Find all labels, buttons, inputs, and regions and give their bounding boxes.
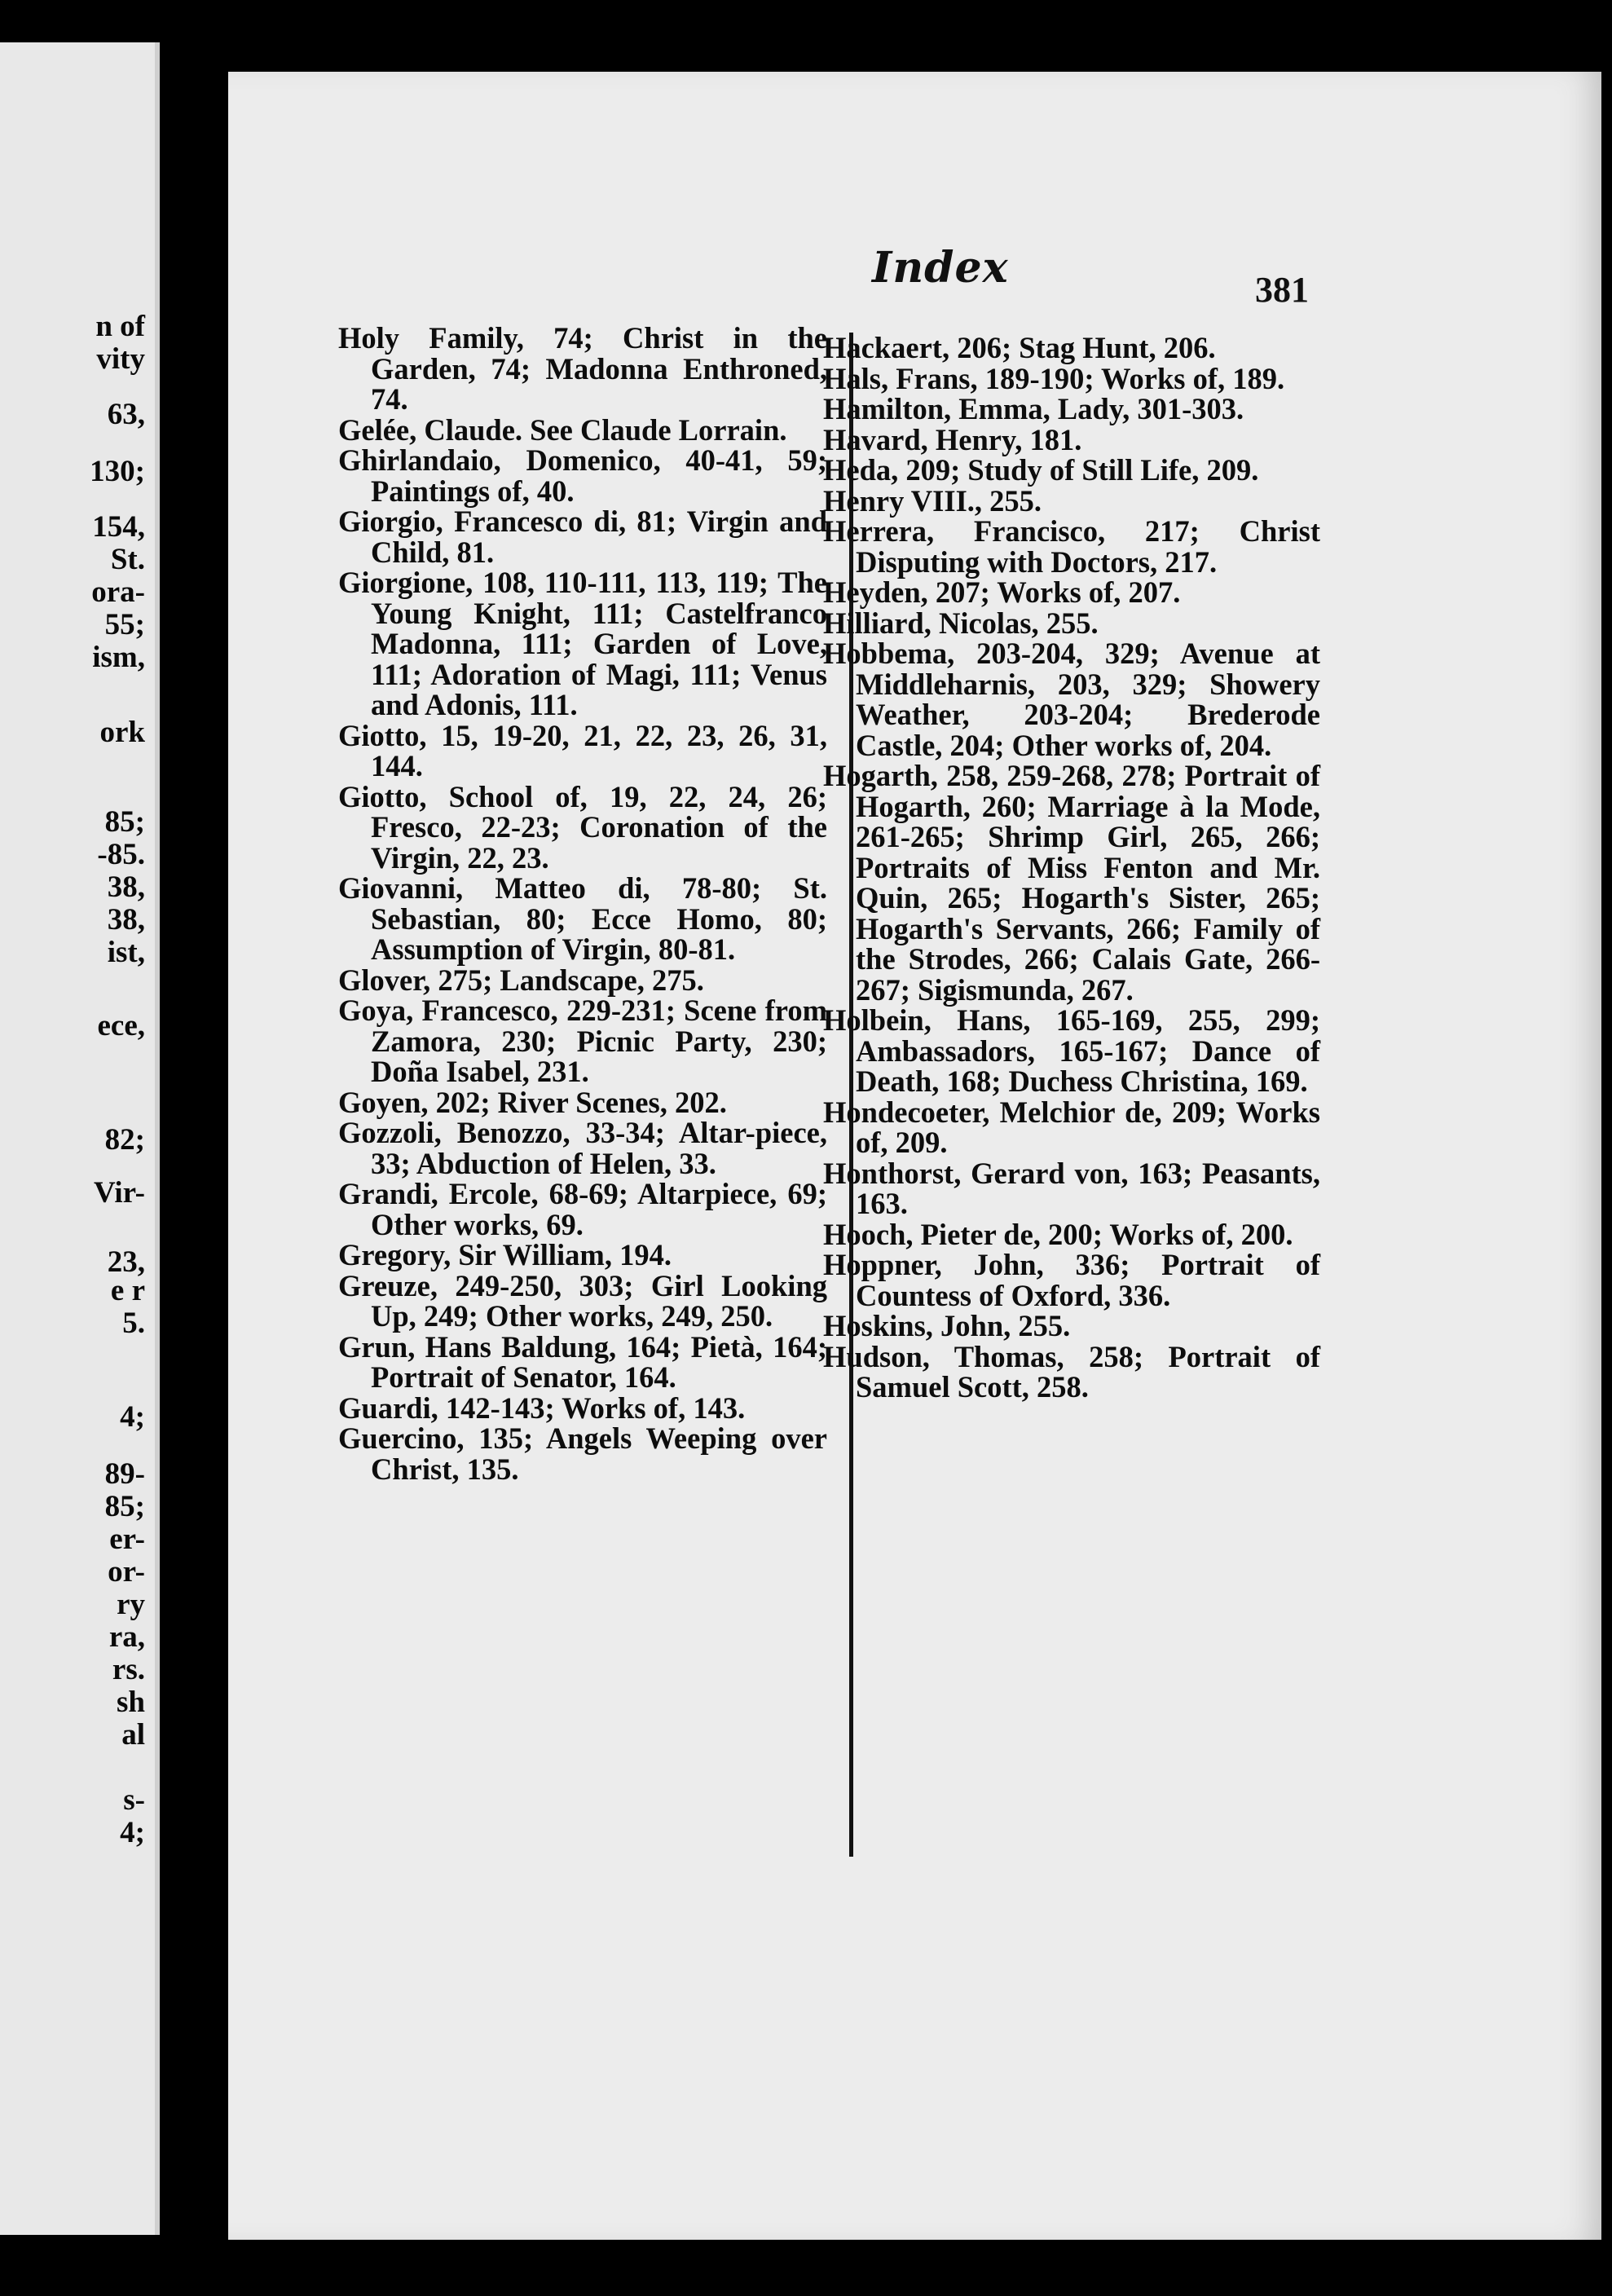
facing-page-text-fragment: al [121,1718,145,1752]
index-entry: Holbein, Hans, 165-169, 255, 299; Ambassadors, 165-167; Dance of Death, 168; Duchess Christina, 169. [823,1003,1320,1098]
index-entry: Hoppner, John, 336; Portrait of Countess of Oxford, 336. [823,1248,1320,1312]
index-entry: Herrera, Francisco, 217; Christ Disputing with Doctors, 217. [823,514,1320,579]
index-entry: Guercino, 135; Angels Weeping over Christ, 135. [338,1421,827,1486]
index-entry: Hackaert, 206; Stag Hunt, 206. [823,331,1216,364]
facing-page-text-fragment: er- [109,1523,145,1556]
index-entry: Hogarth, 258, 259-268, 278; Portrait of Hogarth, 260; Marriage à la Mode, 261-265; Shrimp Girl, 265, 266; Portraits of Miss Fenton and Mr. Quin, 265; Hogarth's Sister, 265; Hogarth's Servants, 266; Family of the Strodes, 266; Calais Gate, 266-267; Sigismunda, 267. [823,759,1320,1007]
index-entry: Glover, 275; Landscape, 275. [338,963,704,997]
facing-page-text-fragment: ism, [92,641,145,674]
index-entry: Giorgione, 108, 110-111, 113, 119; The Young Knight, 111; Castelfranco Madonna, 111; Garden of Love, 111; Adoration of Magi, 111; Venus and Adonis, 111. [338,566,827,721]
index-entry: Giovanni, Matteo di, 78-80; St. Sebastian, 80; Ecce Homo, 80; Assumption of Virgin, 80-81. [338,871,827,966]
facing-page-text-fragment: Vir- [94,1176,145,1210]
facing-page-text-fragment: 38, [107,903,145,936]
facing-page-text-fragment: e r [110,1274,145,1307]
facing-page-text-fragment: or- [108,1555,145,1589]
facing-page-edge [0,42,160,2235]
index-entry: Henry VIII., 255. [823,483,1042,518]
index-entry: Havard, Henry, 181. [823,422,1082,456]
index-entry: Gregory, Sir William, 194. [338,1238,672,1271]
facing-page-text-fragment: -85. [97,838,145,871]
facing-page-text-fragment: s- [123,1783,145,1817]
index-entry: Gelée, Claude. See Claude Lorrain. [338,412,787,447]
index-entry: Greuze, 249-250, 303; Girl Looking Up, 249; Other works, 249, 250. [338,1268,827,1333]
facing-page-text-fragment: ra, [108,1620,145,1654]
index-entry: Guardi, 142-143; Works of, 143. [338,1390,746,1425]
facing-page-text-fragment: 63, [107,398,145,431]
index-entry: Holy Family, 74; Christ in the Garden, 74; Madonna Enthroned, 74. [338,321,827,416]
facing-page-text-fragment: 85; [104,805,145,839]
facing-page-text-fragment: 4; [120,1816,145,1849]
facing-page-text-fragment: 4; [120,1400,145,1434]
page-title: Index [872,243,1009,293]
book-gutter [160,0,228,2296]
index-entry: Heda, 209; Study of Still Life, 209. [823,453,1259,487]
facing-page-text-fragment: ora- [91,575,145,609]
index-entry: Goya, Francesco, 229-231; Scene from Zamora, 230; Picnic Party, 230; Doña Isabel, 231. [338,994,827,1088]
index-entry: Hooch, Pieter de, 200; Works of, 200. [823,1217,1293,1251]
facing-page-text-fragment: ist, [107,936,145,969]
index-entry: Honthorst, Gerard von, 163; Peasants, 163. [823,1156,1320,1220]
index-entry: Hamilton, Emma, Lady, 301-303. [823,392,1244,425]
index-entry: Heyden, 207; Works of, 207. [823,575,1181,609]
index-entry: Hobbema, 203-204, 329; Avenue at Middleharnis, 203, 329; Showery Weather, 203-204; Brederode Castle, 204; Other works of, 204. [823,637,1320,762]
facing-page-text-fragment: 85; [104,1490,145,1523]
index-entry: Hals, Frans, 189-190; Works of, 189. [823,361,1285,395]
index-entry: Hoskins, John, 255. [823,1309,1071,1342]
index-entry: Giorgio, Francesco di, 81; Virgin and Child, 81. [338,505,827,569]
facing-page-text-fragment: 5. [122,1307,145,1340]
facing-page-text-fragment: ry [117,1588,145,1621]
facing-page-text-fragment: 154, [92,510,145,544]
index-entry: Giotto, 15, 19-20, 21, 22, 23, 26, 31, 144. [338,718,827,782]
facing-page-text-fragment: 89- [104,1457,145,1491]
facing-page-text-fragment: ork [99,716,145,749]
index-column-left [338,323,827,1484]
facing-page-text-fragment: 38, [107,870,145,904]
index-entry: Grun, Hans Baldung, 164; Pietà, 164; Portrait of Senator, 164. [338,1329,827,1394]
facing-page-text-fragment: 82; [104,1123,145,1157]
index-entry: Goyen, 202; River Scenes, 202. [338,1085,727,1119]
index-entry: Ghirlandaio, Domenico, 40-41, 59; Paintings of, 40. [338,443,827,508]
facing-page-text-fragment: 55; [104,608,145,641]
facing-page-text-fragment: n of [95,310,145,343]
index-entry: Gozzoli, Benozzo, 33-34; Altar-piece, 33; Abduction of Helen, 33. [338,1116,827,1180]
facing-page-text-fragment: sh [117,1686,145,1719]
facing-page-text-fragment: vity [96,342,145,376]
index-entry: Hondecoeter, Melchior de, 209; Works of, 209. [823,1095,1320,1159]
facing-page-text-fragment: 130; [90,455,145,488]
page-number: 381 [1255,270,1309,310]
facing-page-text-fragment: 23, [107,1245,145,1279]
index-entry: Grandi, Ercole, 68-69; Altarpiece, 69; Other works, 69. [338,1177,827,1241]
index-column-right [823,333,1320,1403]
index-entry: Hilliard, Nicolas, 255. [823,606,1099,640]
facing-page-text-fragment: ece, [97,1009,145,1042]
facing-page-text-fragment: St. [110,543,145,576]
index-entry: Hudson, Thomas, 258; Portrait of Samuel Scott, 258. [823,1339,1320,1404]
facing-page-text-fragment: rs. [112,1653,145,1686]
index-entry: Giotto, School of, 19, 22, 24, 26; Fresco, 22-23; Coronation of the Virgin, 22, 23. [338,779,827,875]
